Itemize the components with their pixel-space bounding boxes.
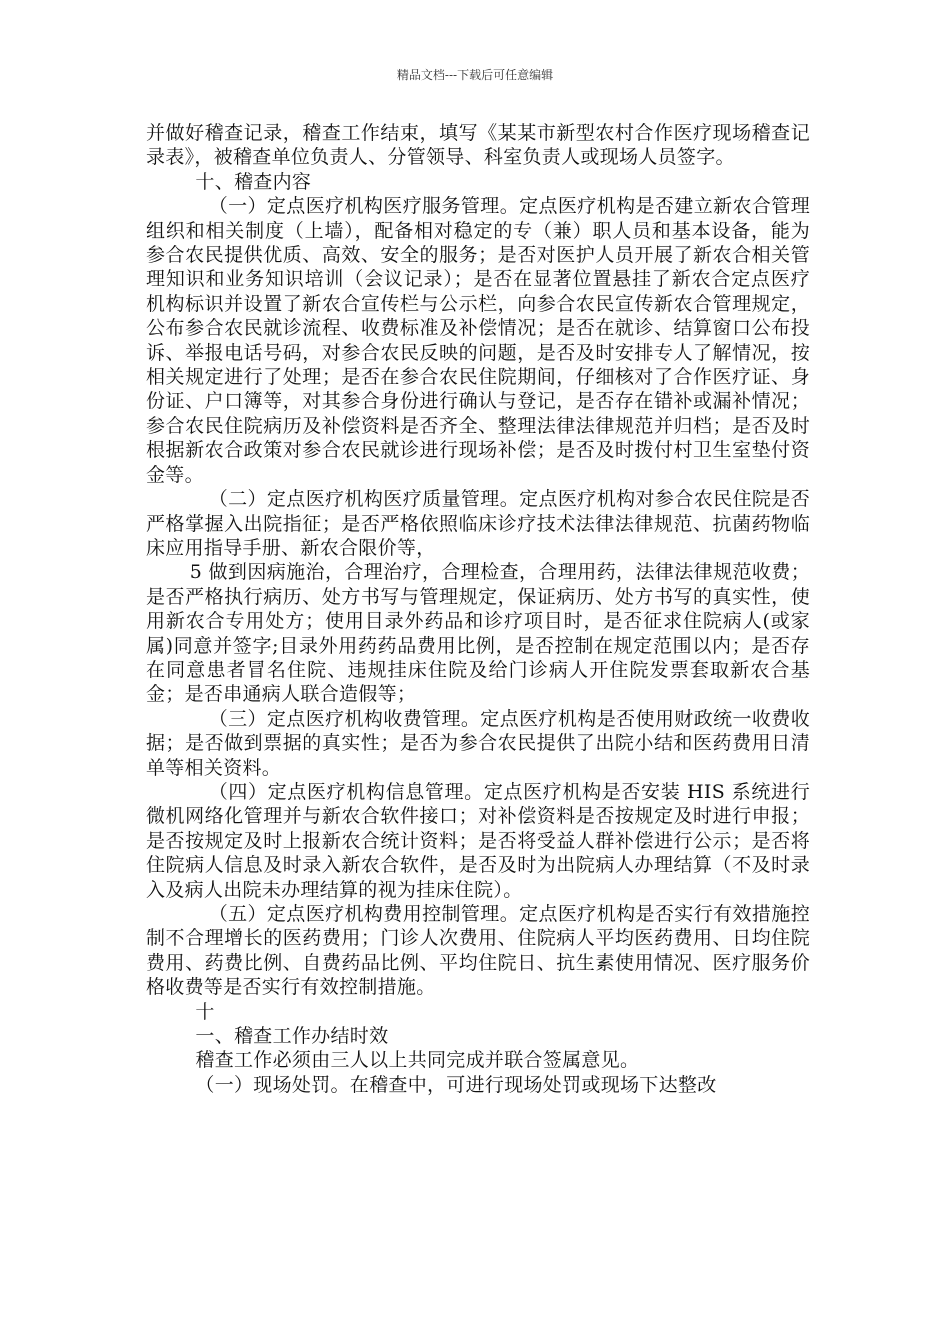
paragraph-quality-management: （二）定点医疗机构医疗质量管理。定点医疗机构对参合农民住院是否严格掌握入出院指征；是否严格依照临床诊疗技术法律法律规范、抗菌药物临床应用指导手册、新农合限价等， xyxy=(146,488,810,559)
paragraph-signature-rule: 稽查工作必须由三人以上共同完成并联合签属意见。 xyxy=(195,1049,640,1072)
paragraph-onsite-penalty: （一）现场处罚。在稽查中，可进行现场处罚或现场下达整改 xyxy=(195,1073,717,1096)
section-heading-11-part1: 十 xyxy=(195,1000,215,1023)
page-header: 精品文档---下载后可任意编辑 xyxy=(396,68,554,82)
section-heading-10: 十、稽查内容 xyxy=(195,170,312,193)
paragraph-service-management: （一）定点医疗机构医疗服务管理。定点医疗机构是否建立新农合管理组织和相关制度（上墙），配备相对稳定的专（兼）职人员和基本设备，能为参合农民提供优质、高效、安全的服务；是否对医护人员开展了新农合相关管理知识和业务知识培训（会议记录）；是否在显著位置悬挂了新农合定点医疗机构标识并设置了新农合宣传栏与公示栏，向参合农民宣传新农合管理规定，公布参合农民就诊流程、收费标准及补偿情况；是否在就诊、结算窗口公布投诉、举报电话号码，对参合农民反映的问题，是否及时安排专人了解情况，按相关规定进行了处理；是否在参合农民住院期间，仔细核对了合作医疗证、身份证、户口簿等，对其参合身份进行确认与登记，是否存在错补或漏补情况；参合农民住院病历及补偿资料是否齐全、整理法律法律规范并归档；是否及时根据新农合政策对参合农民就诊进行现场补偿；是否及时拨付村卫生室垫付资金等。 xyxy=(146,195,810,486)
document-body xyxy=(146,121,810,1097)
paragraph-quality-continued: 5 做到因病施治，合理治疗，合理检查，合理用药，法律法律规范收费；是否严格执行病历、处方书写与管理规定，保证病历、处方书写的真实性，使用新农合专用处方；使用目录外药品和诊疗项目时，是否征求住院病人(或家属)同意并签字;目录外用药药品费用比例，是否控制在规定范围以内；是否存在同意患者冒名住院、违规挂床住院及给门诊病人开住院发票套取新农合基金；是否串通病人联合造假等； xyxy=(146,561,810,706)
paragraph-information-management: （四）定点医疗机构信息管理。定点医疗机构是否安装 HIS 系统进行微机网络化管理并与新农合软件接口；对补偿资料是否按规定及时进行申报；是否按规定及时上报新农合统计资料；是否将受益人群补偿进行公示；是否将住院病人信息及时录入新农合软件，是否及时为出院病人办理结算（不及时录入及病人出院未办理结算的视为挂床住院）。 xyxy=(146,780,810,901)
paragraph-fee-management: （三）定点医疗机构收费管理。定点医疗机构是否使用财政统一收费收据；是否做到票据的真实性；是否为参合农民提供了出院小结和医药费用日清单等相关资料。 xyxy=(146,707,810,779)
paragraph-record: 并做好稽查记录，稽查工作结束，填写《某某市新型农村合作医疗现场稽查记录表》，被稽查单位负责人、分管领导、科室负责人或现场人员签字。 xyxy=(146,122,810,169)
section-heading-11-part2: 一、稽查工作办结时效 xyxy=(195,1025,389,1048)
paragraph-cost-control: （五）定点医疗机构费用控制管理。定点医疗机构是否实行有效措施控制不合理增长的医药费用；门诊人次费用、住院病人平均医药费用、日均住院费用、药费比例、自费药品比例、平均住院日、抗生素使用情况、医疗服务价格收费等是否实行有效控制措施。 xyxy=(146,903,810,999)
